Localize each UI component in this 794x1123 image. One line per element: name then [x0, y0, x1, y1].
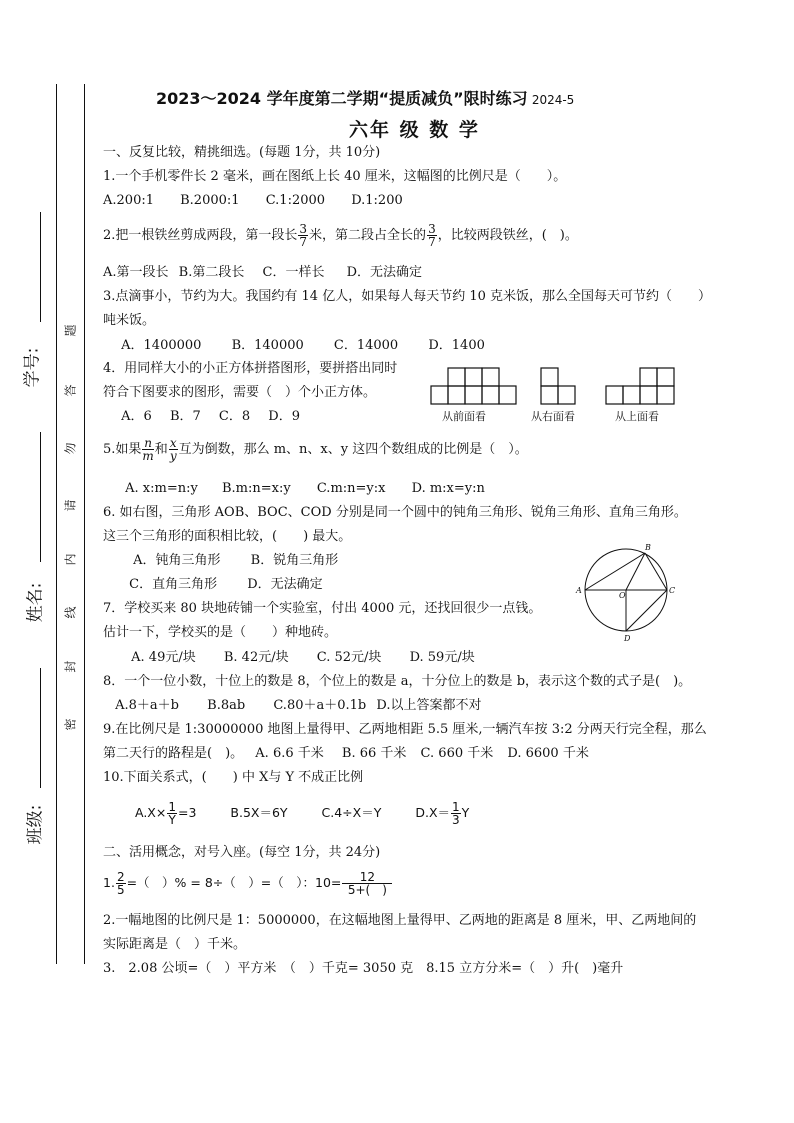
q4-option-c: C．8 [218, 409, 251, 424]
q1-text: 1.一个手机零件长 2 毫米，画在图纸上长 40 厘米，这幅图的比例尺是（ ）。 [103, 169, 567, 184]
q3-option-a: A．1400000 [121, 338, 202, 353]
q9-option-c: C. 660 千米 [420, 746, 494, 761]
q2-option-b: B.第二段长 [178, 265, 245, 280]
q1-option-c: C.1:2000 [265, 193, 326, 208]
q8-option-c: C.80＋a＋0.1b [273, 698, 367, 713]
seal-char: 线 [63, 606, 78, 619]
q4-options [103, 409, 300, 425]
point-label: B [645, 543, 651, 552]
q6-option-b: B．锐角三角形 [250, 553, 339, 568]
q7-option-b: B. 42元/块 [223, 650, 289, 665]
student-no-label: 学号: [22, 347, 43, 388]
q9-text: 9.在比例尺是 1:30000000 地图上量得甲、乙两地相距 5.5 厘米,一辆汽车按 3:2 分两天行完全程，那么 [103, 722, 707, 737]
q4-text-2: 符合下图要求的图形，需要（ ）个小正方体。 [103, 385, 377, 400]
q7-text: 7．学校买来 80 块地砖铺一个实验室，付出 4000 元，还找回很少一点钱。 [103, 601, 542, 616]
s2-q2-text: 2.一幅地图的比例尺是 1：5000000，在这幅地图上量得甲、乙两地的距离是 8 厘米，甲、乙两地间的 [103, 913, 697, 928]
q9-text-2: 第二天行的路程是( )。 A. 6.6 千米 B. 66 千米 C. 660 千米 D. 6600 千米 [103, 746, 589, 761]
right-view-caption: 从右面看 [531, 410, 575, 423]
q5-text: 5.如果 $\frac{n}{m}$ 和 $\frac{x}{y}$ 互为倒数，那么 m、n、x、y 这四个数组成的比例是（ ）。 [103, 436, 528, 463]
q6-option-d: D．无法确定 [247, 577, 323, 592]
point-label: C [669, 586, 676, 595]
point-label: O [619, 591, 626, 600]
q2-option-a: A.第一段长 [103, 265, 169, 280]
q6-options-2 [103, 577, 323, 593]
exam-date: 2024-5 [531, 93, 575, 107]
q6-options-1 [103, 553, 338, 569]
seal-char: 封 [63, 660, 78, 673]
q7-option-a: A. 49元/块 [131, 650, 196, 665]
s2-q3-text: 3. 2.08 公顷=（ ）平方米 （ ）千克= 3050 克 8.15 立方分米=（ ）升( )毫升 [103, 961, 624, 976]
q4-option-b: B．7 [169, 409, 201, 424]
q2-text: 2.把一根铁丝剪成两段，第一段长 $\frac{3}{7}$ 米，第二段占全长的 $\frac{3}{7}$ ，比较两段铁丝，( )。 [103, 222, 578, 249]
q9-option-d: D. 6600 千米 [507, 746, 589, 761]
q1-options [103, 193, 403, 209]
seal-char: 内 [63, 553, 78, 566]
q5-options [103, 481, 485, 497]
q6-option-c: C．直角三角形 [129, 577, 218, 592]
q9-option-a: A. 6.6 千米 [255, 746, 324, 761]
q4-option-a: A．6 [121, 409, 152, 424]
q8-options [103, 698, 481, 714]
seal-char: 勿 [63, 442, 78, 455]
q8-option-a: A.8＋a＋b [115, 698, 180, 713]
binding-line-inner [84, 84, 85, 964]
q1-option-a: A.200:1 [103, 193, 154, 208]
q6-circle-figure [574, 540, 684, 644]
q5-option-d: D. m:x=y:n [411, 481, 485, 496]
q10-option-d: D.X＝ $\frac{1}{3}$ Y [415, 800, 470, 827]
q8-option-d: D.以上答案都不对 [376, 698, 482, 713]
page-subtitle: 六年 级 数 学 [349, 119, 480, 141]
q4-text: 4．用同样大小的小正方体拼搭图形，要拼搭出同时 [103, 361, 398, 376]
section1-heading: 一、反复比较，精挑细选。(每题 1分，共 10分) [103, 145, 381, 160]
q3-options [103, 338, 485, 354]
q8-text: 8．一个一位小数，十位上的数是 8，个位上的数是 a，十分位上的数是 b，表示这个数的式子是( )。 [103, 674, 692, 689]
fraction: $\frac{n}{m}$ [142, 436, 154, 463]
class-blank [40, 668, 41, 788]
fraction: $\frac{x}{y}$ [169, 436, 177, 463]
q7-options [103, 650, 475, 666]
name-label: 姓名: [25, 582, 46, 623]
s2-q1: 1. $\frac{2}{5}$ =（ ）% = 8÷（ ）=（ ）：10= $\frac{12}{5+( )}$ [103, 868, 393, 898]
page-header [156, 86, 574, 109]
page-title: 2023～2024 学年度第二学期“提质减负”限时练习 [156, 89, 528, 108]
q10-option-b: B.5X＝6Y [230, 805, 288, 820]
q7-text-2: 估计一下，学校买的是（ ）种地砖。 [103, 625, 338, 640]
q10-option-a: A.X× $\frac{1}{Y}$ =3 [134, 800, 197, 827]
q1-option-d: D.1:200 [351, 193, 403, 208]
q5-option-a: A. x:m=n:y [125, 481, 198, 496]
q2-option-c: C．一样长 [262, 265, 325, 280]
q7-option-d: D. 59元/块 [409, 650, 475, 665]
q3-option-c: C．14000 [333, 338, 399, 353]
binding-line-outer [56, 84, 57, 964]
q2-option-d: D．无法确定 [346, 265, 423, 280]
q10-options [103, 799, 469, 827]
q10-option-c: C.4÷X＝Y [321, 805, 382, 820]
seal-char: 题 [63, 324, 78, 337]
q6-text: 6. 如右图，三角形 AOB、BOC、COD 分别是同一个圆中的钝角三角形、锐角三角形、直角三角形。 [103, 505, 687, 520]
s2-q2-text-2: 实际距离是（ ）千米。 [103, 937, 247, 952]
q3-option-b: B．140000 [231, 338, 304, 353]
point-label: A [576, 586, 582, 595]
q6-text-2: 这三个三角形的面积相比较，( ) 最大。 [103, 529, 352, 544]
q10-text: 10.下面关系式，( ) 中 X与 Y 不成正比例 [103, 770, 364, 785]
fraction: $\frac{3}{7}$ [428, 222, 436, 249]
top-view-caption: 从上面看 [615, 410, 659, 423]
name-blank [40, 432, 41, 562]
q4-option-d: D．9 [268, 409, 300, 424]
seal-char: 请 [63, 499, 78, 512]
point-label: D [624, 634, 631, 643]
front-view-caption: 从前面看 [442, 410, 486, 423]
q2-options [103, 265, 422, 281]
q7-option-c: C. 52元/块 [316, 650, 382, 665]
q5-option-c: C.m:n=y:x [316, 481, 386, 496]
q3-text: 3.点滴事小，节约为大。我国约有 14 亿人，如果每人每天节约 10 克米饭，那么全国每天可节约（ ） [103, 289, 712, 304]
section2-heading: 二、活用概念，对号入座。(每空 1分，共 24分) [103, 845, 381, 860]
class-label: 班级: [25, 804, 46, 845]
q1-option-b: B.2000:1 [180, 193, 240, 208]
q6-option-a: A．钝角三角形 [133, 553, 221, 568]
seal-char: 答 [63, 384, 78, 397]
q8-option-b: B.8ab [207, 698, 246, 713]
seal-char: 密 [63, 718, 78, 731]
fraction: $\frac{3}{7}$ [299, 222, 308, 249]
student-no-blank [40, 212, 41, 322]
q3-text-2: 吨米饭。 [103, 313, 156, 328]
q9-option-b: B. 66 千米 [341, 746, 407, 761]
q5-option-b: B.m:n=x:y [221, 481, 291, 496]
q3-option-d: D．1400 [428, 338, 485, 353]
